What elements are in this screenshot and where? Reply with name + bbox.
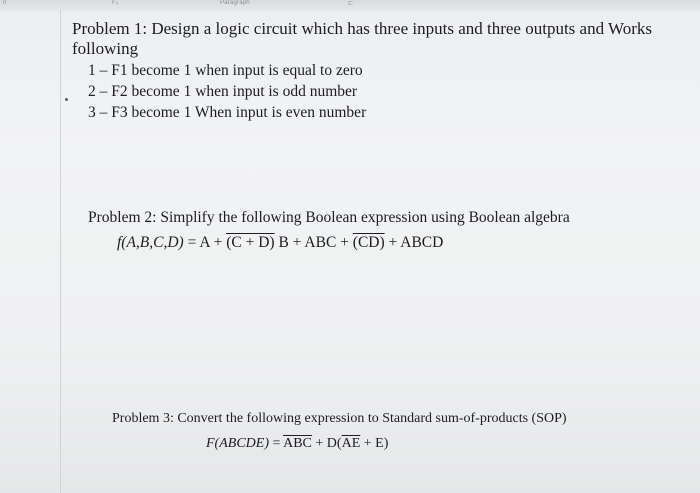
problem3-expr-complement-1: $\overline{ABC}$ [283, 436, 312, 451]
problem2-expr-tail: + ABCD [384, 234, 444, 251]
problem2-expression [117, 233, 443, 252]
problem2-expr-lhs: f(A,B,C,D) [117, 234, 184, 251]
problem2-expr-mid: B + ABC + [274, 234, 353, 251]
problem1-item-2: 2 – F2 become 1 when input is odd number [88, 83, 358, 100]
problem3-expr-tail: + E) [360, 436, 389, 451]
problem3-expr-complement-2: $\overline{AE}$ [341, 436, 361, 451]
paragraph-group-label: Paragraph [220, 0, 250, 6]
toolbar-right-glyph: ⊏ [348, 1, 354, 7]
problem2-heading: Problem 2: Simplify the following Boolean expression using Boolean algebra [88, 209, 570, 226]
problem1-item-3: 3 – F3 become 1 When input is even number [88, 104, 367, 121]
problem3-heading: Problem 3: Convert the following expression to Standard sum-of-products (SOP) [112, 411, 567, 426]
toolbar-left-glyph: n [3, 0, 7, 6]
problem2-expr-eq: = A + [183, 234, 227, 251]
problem3-expr-eq: = [268, 436, 284, 451]
bullet-marker [65, 98, 68, 101]
problem3-expr-mid: + D( [311, 436, 342, 451]
problem3-expr-lhs: F(ABCDE) [206, 436, 269, 451]
problem2-expr-complement-1: (C + D) [226, 234, 275, 251]
styles-icon: F₆ [112, 0, 119, 6]
page-margin-edge [60, 10, 61, 493]
problem2-expr-complement-2: (CD) [352, 234, 385, 251]
problem1-heading-line2: following [72, 39, 139, 58]
problem3-expression [206, 435, 388, 453]
problem1-item-1: 1 – F1 become 1 when input is equal to zero [88, 62, 363, 79]
problem1-heading-line1: Problem 1: Design a logic circuit which has three inputs and three outputs and Works [72, 19, 652, 38]
